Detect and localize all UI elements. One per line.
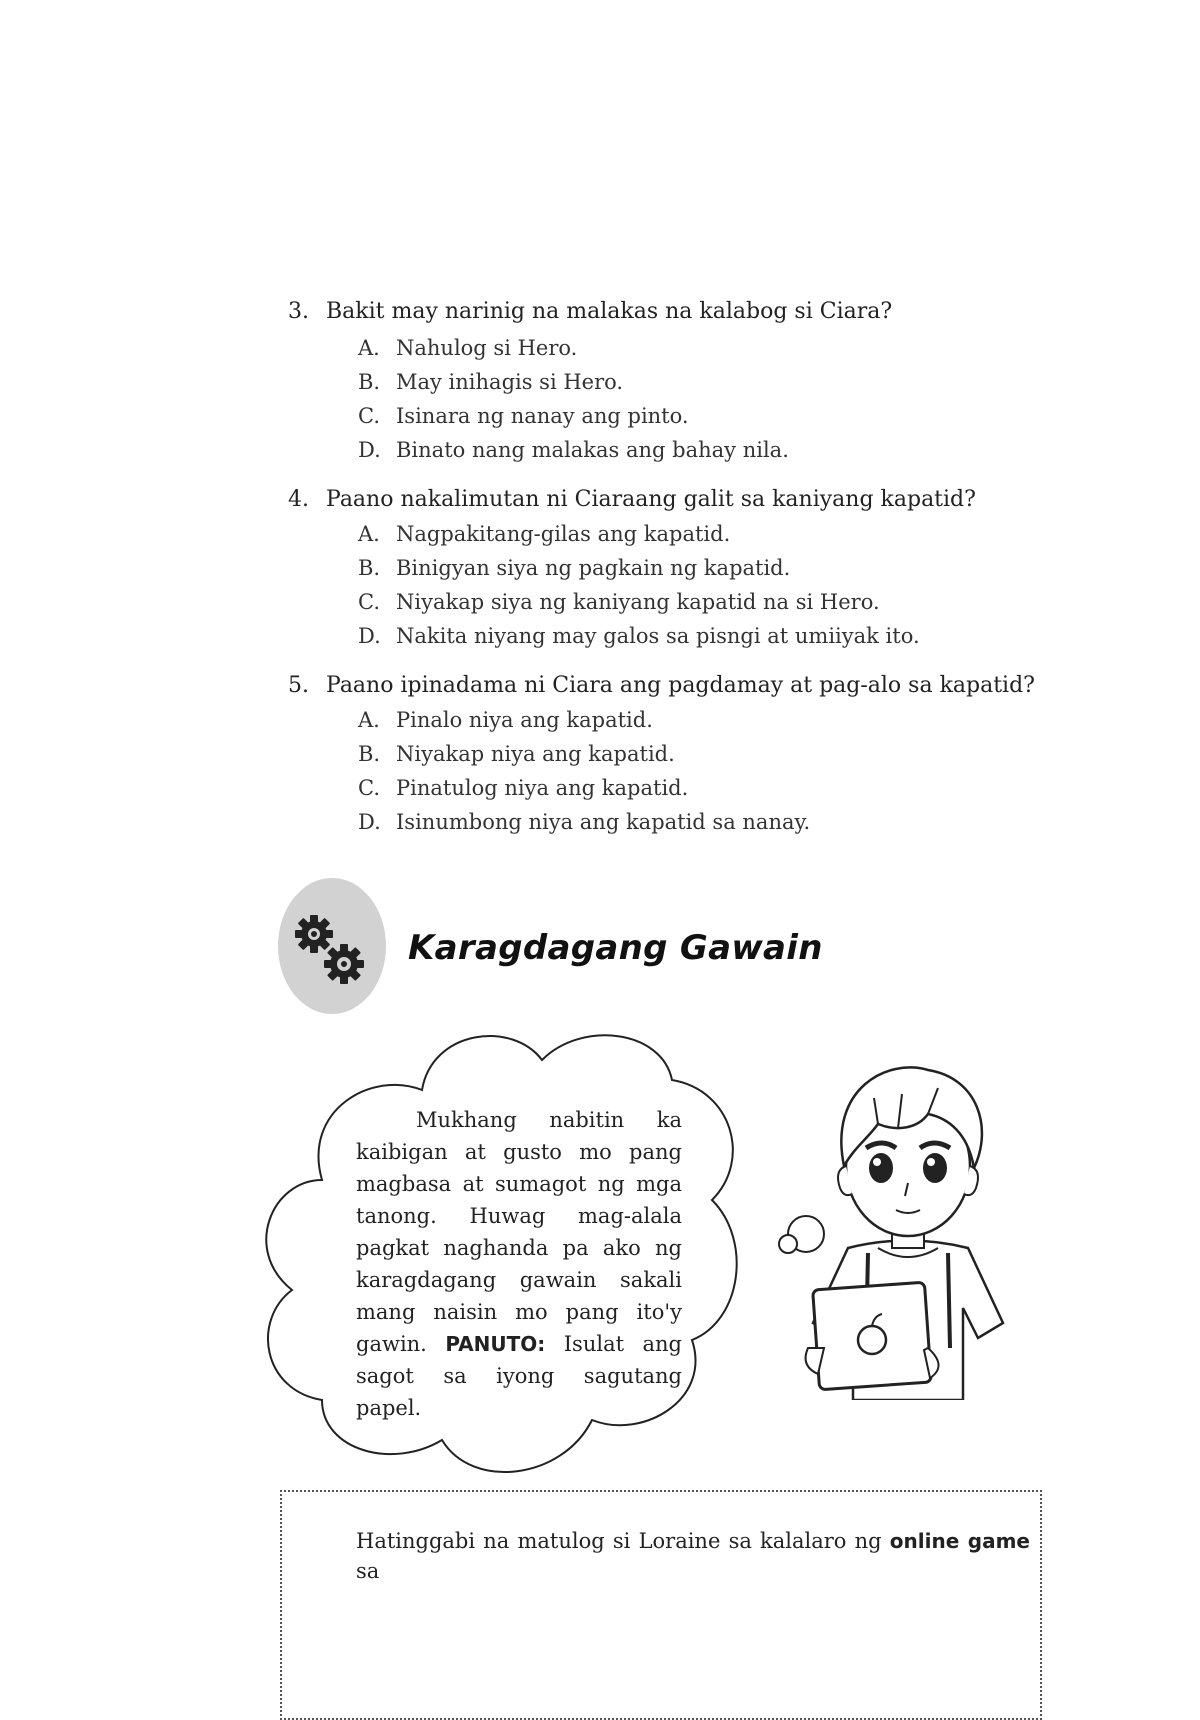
question-3 — [288, 300, 892, 324]
option-text: May inihagis si Hero. — [396, 370, 624, 394]
bubble-text-main: Mukhang nabitin ka kaibigan at gusto mo pang magbasa at sumagot ng mga tanong. Huwag mag-alala pagkat naghanda pa ako ng karagdagang gawain sakali mang naisin mo pang ito'y gawin. — [356, 1108, 682, 1356]
option-3b — [358, 370, 623, 394]
story-box — [280, 1490, 1042, 1720]
option-letter: D. — [358, 438, 381, 462]
option-text: Pinalo niya ang kapatid. — [396, 708, 653, 732]
option-letter: B. — [358, 742, 381, 766]
instruction-label: PANUTO: — [445, 1332, 546, 1356]
instruction-text: Isulat ang sagot sa iyong sagutang papel. — [356, 1332, 682, 1420]
option-letter: D. — [358, 810, 381, 834]
question-5 — [288, 674, 1035, 698]
question-text: Paano ipinadama ni Ciara ang pagdamay at pag-alo sa kapatid? — [326, 673, 1035, 698]
option-letter: A. — [358, 522, 380, 546]
option-text: Nakita niyang may galos sa pisngi at umiiyak ito. — [396, 624, 920, 648]
question-text: Paano nakalimutan ni Ciaraang galit sa kaniyang kapatid? — [326, 487, 976, 512]
option-4d — [358, 624, 920, 648]
option-text: Nahulog si Hero. — [396, 336, 578, 360]
option-5b — [358, 742, 675, 766]
option-5a — [358, 708, 653, 732]
bubble-text — [356, 1104, 682, 1424]
option-text: Nagpakitang-gilas ang kapatid. — [396, 522, 731, 546]
boy-illustration — [778, 1048, 1028, 1400]
option-letter: C. — [358, 404, 380, 428]
option-letter: A. — [358, 336, 380, 360]
question-number: 5. — [288, 673, 309, 698]
option-5d — [358, 810, 810, 834]
option-letter: D. — [358, 624, 381, 648]
option-5c — [358, 776, 688, 800]
option-text: Niyakap siya ng kaniyang kapatid na si Hero. — [396, 590, 880, 614]
option-letter: C. — [358, 776, 380, 800]
story-bold-text: online game — [889, 1529, 1030, 1553]
option-4a — [358, 522, 730, 546]
option-3d — [358, 438, 789, 462]
option-text: Isinara ng nanay ang pinto. — [396, 404, 689, 428]
story-paragraph — [356, 1526, 1030, 1586]
question-number: 4. — [288, 487, 309, 512]
question-text: Bakit may narinig na malakas na kalabog si Ciara? — [326, 299, 893, 324]
option-text: Binato nang malakas ang bahay nila. — [396, 438, 789, 462]
option-text: Isinumbong niya ang kapatid sa nanay. — [396, 810, 811, 834]
option-text: Binigyan siya ng pagkain ng kapatid. — [396, 556, 791, 580]
option-letter: C. — [358, 590, 380, 614]
option-letter: B. — [358, 370, 381, 394]
option-3a — [358, 336, 577, 360]
section-title: Karagdagang Gawain — [408, 928, 823, 968]
question-4 — [288, 488, 976, 512]
option-text: Pinatulog niya ang kapatid. — [396, 776, 689, 800]
story-text-end: sa — [356, 1559, 380, 1583]
gears-icon — [278, 878, 386, 1014]
option-text: Niyakap niya ang kapatid. — [396, 742, 675, 766]
option-letter: B. — [358, 556, 381, 580]
option-4b — [358, 556, 790, 580]
option-4c — [358, 590, 880, 614]
question-number: 3. — [288, 299, 309, 324]
option-3c — [358, 404, 689, 428]
option-letter: A. — [358, 708, 380, 732]
story-text: Hatinggabi na matulog si Loraine sa kalalaro ng — [356, 1529, 882, 1553]
